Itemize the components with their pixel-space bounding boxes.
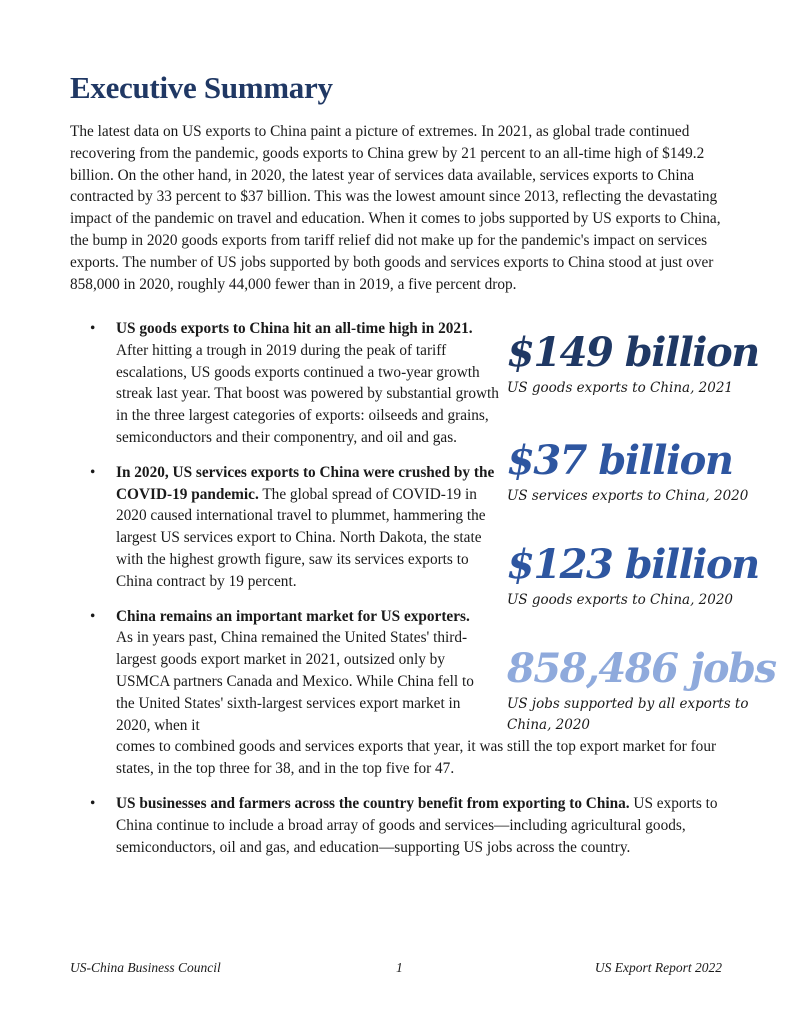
stat-value: $123 billion [507,541,759,588]
bullet-heading: US businesses and farmers across the country benefit from exporting to China. [116,794,630,812]
bullet-body: After hitting a trough in 2019 during the peak of tariff escalations, US goods exports continued a two-year growth streak last year. That boost was powered by substantial growth in the three largest categories of exports: oilseeds and grains, semiconductors and their componentry, and oil and gas. [116,341,499,446]
footer-report-title: US Export Report 2022 [594,960,722,975]
stat-value: 858,486 jobs [507,645,776,692]
stat-goods-2021 [507,330,777,399]
bullet-icon: • [90,320,96,337]
stat-caption: US goods exports to China, 2020 [507,592,734,608]
bullet-heading: US goods exports to China hit an all-time high in 2021. [116,320,473,337]
footer-organization: US-China Business Council [70,960,221,975]
stat-value: $149 billion [507,329,759,376]
page-title: Executive Summary [70,70,333,105]
bullet-icon: • [90,463,96,481]
bullet-heading: China remains an important market for US exporters. [116,607,470,625]
stat-caption: US jobs supported by all exports to China, 2020 [507,696,749,733]
bullet-icon: • [90,607,96,625]
bullet-body: The global spread of COVID-19 in 2020 caused international travel to plummet, hammering the largest US services export to China. North Dakota, the state with the highest growth figure, saw its services exports to China contract by 19 percent. [116,485,486,590]
stat-value: $37 billion [507,437,733,484]
stat-goods-2020 [507,542,777,611]
bullet-body: US exports to China continue to include a broad array of goods and services—including agricultural goods, semiconductors, oil and gas, and education—supporting US jobs across the country. [116,794,718,856]
stat-jobs-2020 [507,646,777,736]
bullet-item [88,318,506,449]
stat-services-2020 [507,438,777,507]
bullet-item [88,462,506,593]
stat-caption: US services exports to China, 2020 [507,488,749,504]
intro-paragraph: The latest data on US exports to China paint a picture of extremes. In 2021, as global trade continued recovering from the pandemic, goods exports to China grew by 21 percent to an all-time high of $149.2 billion. On the other hand, in 2020, the latest year of services data available, services exports to China contracted by 33 percent to $37 billion. This was the lowest amount since 2013, reflecting the devastating impact of the pandemic on travel and education. When it comes to jobs supported by US exports to China, the bump in 2020 goods exports from tariff relief did not make up for the pandemic's impact on services exports. The number of US jobs supported by both goods and services exports to China stood at just over 858,000 in 2020, roughly 44,000 fewer than in 2019, a five percent drop. [70,123,721,293]
bullet-icon: • [90,794,96,812]
stat-caption: US goods exports to China, 2021 [507,380,734,396]
bullet-body: As in years past, China remained the United States' third-largest goods export market in 2021, outsized only by USMCA partners Canada and Mexico. While China fell to the United States' sixth-largest services export market in 2020, when it [116,629,474,734]
page-number: 1 [396,960,403,975]
bullet-narrow-block [116,606,486,737]
page-footer [70,960,722,980]
bullet-item [88,793,728,858]
bullet-heading: In 2020, US services exports to China were crushed by the COVID-19 pandemic. [116,463,495,503]
bullet-body-continued: comes to combined goods and services exports that year, it was still the top export market for four states, in the top three for 38, and in the top five for 47. [116,738,717,778]
